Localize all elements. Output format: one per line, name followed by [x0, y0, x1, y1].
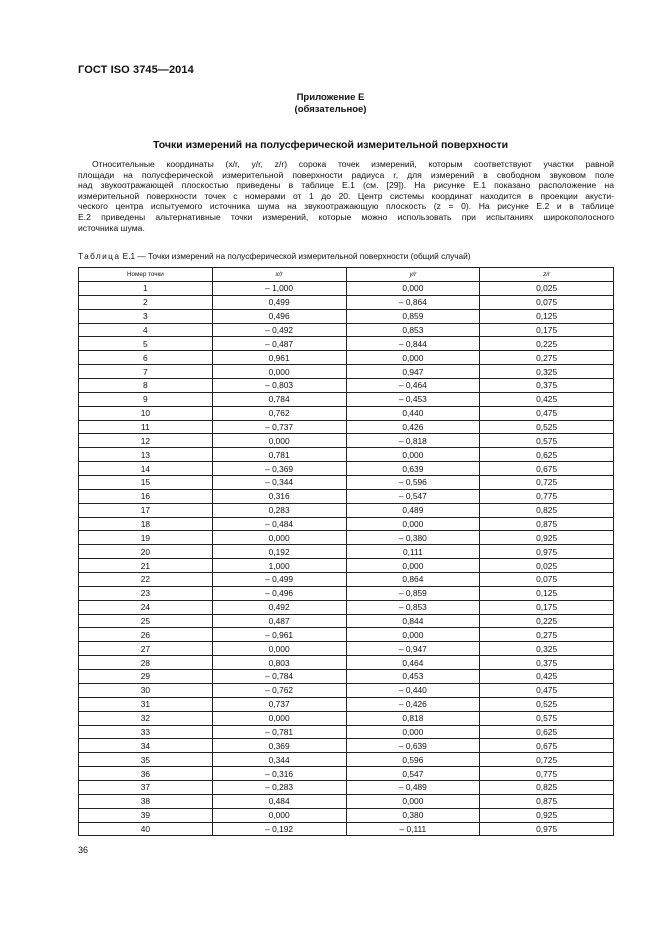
cell-y-r: 0,596 — [346, 753, 480, 767]
cell-point-number: 10 — [79, 406, 213, 420]
cell-y-r: 0,000 — [346, 351, 480, 365]
cell-point-number: 1 — [79, 282, 213, 296]
cell-point-number: 33 — [79, 725, 213, 739]
cell-y-r: – 0,818 — [346, 434, 480, 448]
cell-x-r: 0,000 — [212, 808, 346, 822]
cell-point-number: 40 — [79, 822, 213, 836]
cell-point-number: 21 — [79, 559, 213, 573]
cell-point-number: 15 — [79, 476, 213, 490]
cell-z-r: 0,525 — [480, 697, 614, 711]
cell-x-r: – 0,781 — [212, 725, 346, 739]
cell-x-r: – 0,762 — [212, 683, 346, 697]
cell-y-r: – 0,859 — [346, 586, 480, 600]
cell-point-number: 17 — [79, 503, 213, 517]
table-row — [79, 337, 614, 351]
cell-z-r: 0,125 — [480, 309, 614, 323]
intro-line: Е.2 приведены альтернативные точки измерений, которые можно использовать при испытаниях широкополосного — [78, 211, 614, 222]
cell-point-number: 11 — [79, 420, 213, 434]
cell-point-number: 38 — [79, 794, 213, 808]
cell-x-r: 0,784 — [212, 392, 346, 406]
cell-y-r: 0,000 — [346, 448, 480, 462]
table-row — [79, 420, 614, 434]
cell-y-r: 0,864 — [346, 573, 480, 587]
cell-point-number: 6 — [79, 351, 213, 365]
cell-x-r: 0,316 — [212, 489, 346, 503]
cell-y-r: 0,000 — [346, 725, 480, 739]
cell-z-r: 0,875 — [480, 517, 614, 531]
cell-x-r: – 0,283 — [212, 780, 346, 794]
cell-z-r: 0,075 — [480, 573, 614, 587]
cell-point-number: 20 — [79, 545, 213, 559]
cell-z-r: 0,875 — [480, 794, 614, 808]
cell-y-r: – 0,547 — [346, 489, 480, 503]
cell-y-r: 0,844 — [346, 614, 480, 628]
cell-y-r: – 0,844 — [346, 337, 480, 351]
cell-point-number: 36 — [79, 767, 213, 781]
cell-y-r: 0,818 — [346, 711, 480, 725]
cell-y-r: – 0,426 — [346, 697, 480, 711]
cell-point-number: 13 — [79, 448, 213, 462]
cell-x-r: 0,487 — [212, 614, 346, 628]
cell-y-r: – 0,489 — [346, 780, 480, 794]
cell-z-r: 0,375 — [480, 656, 614, 670]
cell-y-r: – 0,596 — [346, 476, 480, 490]
cell-z-r: 0,175 — [480, 600, 614, 614]
table-row — [79, 573, 614, 587]
table-row — [79, 434, 614, 448]
cell-x-r: 0,192 — [212, 545, 346, 559]
table-row — [79, 808, 614, 822]
cell-y-r: 0,380 — [346, 808, 480, 822]
intro-line: над звукоотражающей плоскостью приведены в таблице Е.1 (см. [29]). На рисунке Е.1 показано расположение на — [78, 180, 614, 191]
intro-paragraph — [78, 159, 614, 233]
header-y-r: y/r — [346, 268, 480, 282]
cell-point-number: 7 — [79, 365, 213, 379]
cell-z-r: 0,975 — [480, 822, 614, 836]
cell-point-number: 39 — [79, 808, 213, 822]
cell-z-r: 0,575 — [480, 434, 614, 448]
cell-y-r: – 0,947 — [346, 642, 480, 656]
cell-y-r: – 0,380 — [346, 531, 480, 545]
cell-point-number: 3 — [79, 309, 213, 323]
cell-point-number: 22 — [79, 573, 213, 587]
table-row — [79, 780, 614, 794]
intro-line: измерительной поверхности точек с номерами от 1 до 20. Центр системы координат находится в проекции акусти- — [78, 190, 614, 201]
cell-point-number: 30 — [79, 683, 213, 697]
cell-y-r: 0,489 — [346, 503, 480, 517]
cell-x-r: – 0,484 — [212, 517, 346, 531]
table-caption-text: Е.1 — Точки измерений на полусферической измерительной поверхности (общий случай) — [122, 251, 471, 261]
cell-point-number: 23 — [79, 586, 213, 600]
table-row — [79, 406, 614, 420]
cell-z-r: 0,775 — [480, 767, 614, 781]
annex-title: Приложение Е — [296, 92, 365, 103]
table-row — [79, 517, 614, 531]
cell-x-r: 0,000 — [212, 642, 346, 656]
cell-z-r: 0,975 — [480, 545, 614, 559]
table-row — [79, 559, 614, 573]
table-row — [79, 365, 614, 379]
cell-z-r: 0,775 — [480, 489, 614, 503]
intro-line: площади на полусферической измерительной поверхности радиуса r, для измерений в свободном звуковом поле — [78, 169, 614, 180]
cell-x-r: – 0,496 — [212, 586, 346, 600]
cell-x-r: 0,762 — [212, 406, 346, 420]
table-row — [79, 656, 614, 670]
cell-z-r: 0,125 — [480, 586, 614, 600]
cell-z-r: 0,725 — [480, 476, 614, 490]
cell-x-r: – 0,803 — [212, 379, 346, 393]
cell-point-number: 4 — [79, 323, 213, 337]
cell-y-r: – 0,111 — [346, 822, 480, 836]
table-row — [79, 725, 614, 739]
cell-z-r: 0,025 — [480, 282, 614, 296]
cell-z-r: 0,625 — [480, 725, 614, 739]
table-row — [79, 448, 614, 462]
table-header-row — [79, 268, 614, 282]
cell-point-number: 32 — [79, 711, 213, 725]
cell-x-r: – 0,499 — [212, 573, 346, 587]
table-row — [79, 711, 614, 725]
cell-y-r: – 0,639 — [346, 739, 480, 753]
cell-x-r: 0,781 — [212, 448, 346, 462]
cell-z-r: 0,425 — [480, 670, 614, 684]
cell-x-r: – 0,344 — [212, 476, 346, 490]
cell-point-number: 8 — [79, 379, 213, 393]
cell-x-r: 1,000 — [212, 559, 346, 573]
cell-x-r: 0,000 — [212, 365, 346, 379]
table-row — [79, 794, 614, 808]
cell-point-number: 31 — [79, 697, 213, 711]
table-row — [79, 489, 614, 503]
cell-y-r: 0,000 — [346, 517, 480, 531]
table-row — [79, 476, 614, 490]
cell-y-r: 0,453 — [346, 670, 480, 684]
table-row — [79, 462, 614, 476]
cell-y-r: 0,000 — [346, 794, 480, 808]
table-row — [79, 767, 614, 781]
cell-z-r: 0,275 — [480, 628, 614, 642]
page-number: 36 — [78, 845, 89, 855]
cell-x-r: 0,737 — [212, 697, 346, 711]
table-row — [79, 822, 614, 836]
cell-x-r: 0,344 — [212, 753, 346, 767]
annex-status: (обязательное) — [294, 104, 367, 115]
cell-z-r: 0,075 — [480, 295, 614, 309]
cell-y-r: 0,000 — [346, 559, 480, 573]
table-caption-label: Таблица — [78, 251, 121, 261]
cell-z-r: 0,475 — [480, 683, 614, 697]
header-point-number: Номер точки — [79, 268, 213, 282]
intro-line: источника шума. — [78, 222, 145, 233]
cell-y-r: – 0,464 — [346, 379, 480, 393]
cell-y-r: 0,859 — [346, 309, 480, 323]
cell-z-r: 0,675 — [480, 462, 614, 476]
cell-y-r: – 0,440 — [346, 683, 480, 697]
cell-point-number: 18 — [79, 517, 213, 531]
cell-point-number: 16 — [79, 489, 213, 503]
cell-x-r: 0,000 — [212, 711, 346, 725]
table-row — [79, 392, 614, 406]
cell-point-number: 28 — [79, 656, 213, 670]
table-row — [79, 753, 614, 767]
cell-z-r: 0,925 — [480, 531, 614, 545]
table-row — [79, 379, 614, 393]
cell-z-r: 0,025 — [480, 559, 614, 573]
cell-y-r: – 0,864 — [346, 295, 480, 309]
cell-y-r: 0,000 — [346, 282, 480, 296]
cell-x-r: – 0,737 — [212, 420, 346, 434]
cell-point-number: 37 — [79, 780, 213, 794]
cell-point-number: 19 — [79, 531, 213, 545]
cell-y-r: – 0,853 — [346, 600, 480, 614]
cell-y-r: 0,853 — [346, 323, 480, 337]
cell-point-number: 9 — [79, 392, 213, 406]
cell-x-r: – 0,487 — [212, 337, 346, 351]
cell-y-r: 0,440 — [346, 406, 480, 420]
cell-z-r: 0,275 — [480, 351, 614, 365]
table-body — [79, 282, 614, 836]
cell-y-r: – 0,453 — [346, 392, 480, 406]
cell-z-r: 0,625 — [480, 448, 614, 462]
cell-x-r: 0,496 — [212, 309, 346, 323]
cell-point-number: 25 — [79, 614, 213, 628]
cell-x-r: 0,000 — [212, 434, 346, 448]
table-row — [79, 683, 614, 697]
cell-x-r: 0,369 — [212, 739, 346, 753]
cell-x-r: 0,499 — [212, 295, 346, 309]
coordinates-table — [78, 267, 614, 836]
cell-x-r: 0,803 — [212, 656, 346, 670]
table-row — [79, 670, 614, 684]
cell-z-r: 0,175 — [480, 323, 614, 337]
cell-point-number: 34 — [79, 739, 213, 753]
cell-point-number: 35 — [79, 753, 213, 767]
table-row — [79, 642, 614, 656]
cell-point-number: 14 — [79, 462, 213, 476]
cell-x-r: 0,484 — [212, 794, 346, 808]
table-row — [79, 697, 614, 711]
header-z-r: z/r — [480, 268, 614, 282]
cell-z-r: 0,325 — [480, 365, 614, 379]
cell-point-number: 26 — [79, 628, 213, 642]
cell-x-r: 0,961 — [212, 351, 346, 365]
cell-point-number: 12 — [79, 434, 213, 448]
table-row — [79, 614, 614, 628]
document-code: ГОСТ ISO 3745—2014 — [78, 64, 194, 76]
cell-y-r: 0,464 — [346, 656, 480, 670]
cell-x-r: – 0,961 — [212, 628, 346, 642]
cell-x-r: – 0,784 — [212, 670, 346, 684]
table-row — [79, 739, 614, 753]
table-row — [79, 503, 614, 517]
cell-z-r: 0,825 — [480, 503, 614, 517]
cell-x-r: 0,283 — [212, 503, 346, 517]
cell-z-r: 0,925 — [480, 808, 614, 822]
cell-y-r: 0,947 — [346, 365, 480, 379]
cell-y-r: 0,111 — [346, 545, 480, 559]
intro-line: ческого центра испытуемого источника шума на звукоотражающую плоскость (z = 0). На рисунке Е.2 и в таблице — [78, 201, 614, 212]
table-row — [79, 586, 614, 600]
cell-point-number: 5 — [79, 337, 213, 351]
table-row — [79, 628, 614, 642]
cell-x-r: 0,000 — [212, 531, 346, 545]
cell-point-number: 2 — [79, 295, 213, 309]
cell-z-r: 0,375 — [480, 379, 614, 393]
table-row — [79, 323, 614, 337]
table-row — [79, 309, 614, 323]
table-row — [79, 282, 614, 296]
cell-z-r: 0,225 — [480, 337, 614, 351]
table-row — [79, 545, 614, 559]
cell-x-r: – 0,369 — [212, 462, 346, 476]
cell-x-r: – 1,000 — [212, 282, 346, 296]
cell-y-r: 0,639 — [346, 462, 480, 476]
cell-z-r: 0,325 — [480, 642, 614, 656]
cell-x-r: – 0,492 — [212, 323, 346, 337]
cell-z-r: 0,525 — [480, 420, 614, 434]
cell-point-number: 29 — [79, 670, 213, 684]
cell-z-r: 0,675 — [480, 739, 614, 753]
table-row — [79, 295, 614, 309]
cell-z-r: 0,725 — [480, 753, 614, 767]
cell-y-r: 0,000 — [346, 628, 480, 642]
table-caption — [78, 251, 471, 261]
header-x-r: x/r — [212, 268, 346, 282]
cell-point-number: 24 — [79, 600, 213, 614]
table-row — [79, 351, 614, 365]
cell-z-r: 0,575 — [480, 711, 614, 725]
intro-line: Относительные координаты (x/r, y/r, z/r) сорока точек измерений, которым соответствуют участки равной — [92, 159, 614, 169]
cell-y-r: 0,426 — [346, 420, 480, 434]
cell-z-r: 0,225 — [480, 614, 614, 628]
cell-x-r: 0,492 — [212, 600, 346, 614]
cell-z-r: 0,825 — [480, 780, 614, 794]
section-title: Точки измерений на полусферической измерительной поверхности — [152, 139, 509, 151]
cell-z-r: 0,425 — [480, 392, 614, 406]
cell-x-r: – 0,192 — [212, 822, 346, 836]
cell-y-r: 0,547 — [346, 767, 480, 781]
cell-point-number: 27 — [79, 642, 213, 656]
table-row — [79, 531, 614, 545]
table-row — [79, 600, 614, 614]
cell-z-r: 0,475 — [480, 406, 614, 420]
cell-x-r: – 0,316 — [212, 767, 346, 781]
